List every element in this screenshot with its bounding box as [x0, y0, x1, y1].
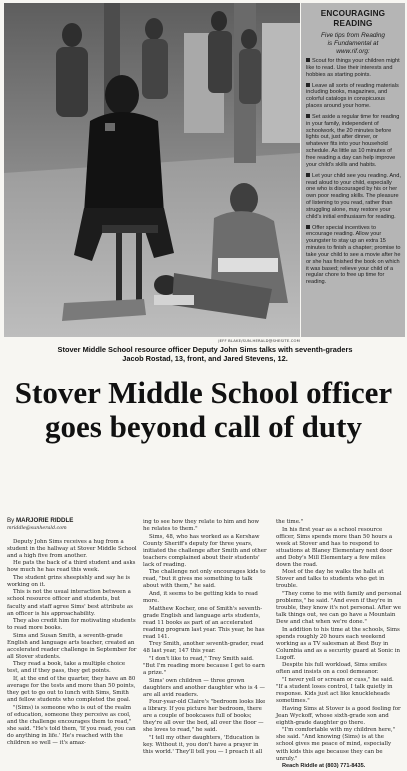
sidebar-tip-text: Leave all sorts of reading materials including books, magazines, and colorful catalogs in conspicuous places around your home.: [306, 82, 399, 110]
article-paragraph: "I never yell or scream or cuss," he said. "If a student loses control, I talk quietly in response. Kids just act like knuckleheads sometimes.": [276, 677, 394, 705]
article-paragraph: Having Sims at Stover is a good feeling for Jean Wyckoff, whose sixth-grade son and eighth-grade daughter go there.: [276, 705, 401, 726]
article-headline: [0, 376, 407, 443]
article-paragraph: Sims and Susan Smith, a seventh-grade English and language arts teacher, created an accelerated reader challenge in September for all Stover students.: [7, 632, 137, 660]
bullet-square-icon: [306, 114, 310, 118]
photo-illustration: [4, 3, 300, 337]
sidebar-title: [301, 9, 405, 30]
article-paragraph: Despite his full workload, Sims smiles often and insists on a cool demeanor.: [276, 662, 387, 676]
article-paragraph: The student grins sheepishly and say he is working on it.: [7, 574, 131, 588]
article-paragraph: Deputy John Sims receives a hug from a student in the hallway at Stover Middle School and a high five from another.: [7, 538, 137, 559]
article-paragraph: Most of the day he walks the halls at Stover and talks to students who get in trouble.: [276, 569, 385, 590]
article-paragraph: Trey Smith, another seventh-grader, read 48 last year, 147 this year.: [143, 641, 264, 655]
article-paragraph: They read a book, take a multiple choice test, and if they pass, they get points.: [7, 661, 126, 675]
photo-credit: JEFF BLAKE/SUN-HERALD@SHESITE.COM: [218, 339, 300, 343]
photo-caption-line2: Jacob Rostad, 13, front, and Jared Stevens, 12.: [122, 354, 288, 364]
byline-name: MARJORIE RIDDLE: [15, 517, 74, 524]
reading-tips-sidebar: [301, 3, 405, 337]
article-paragraph: "They come to me with family and personal problems," he said. "And even if they're in trouble, they know it's not personal. After we talk things out, we can go have a Mountain Dew and chat when we're done.": [276, 590, 402, 626]
sidebar-tip-text: Set aside a regular time for reading in your family, independent of schoolwork, the 20 minutes before lights out, just after dinner, or whatever fits into your household schedule. As little as 10 minutes of free reading a day can help improve your child's skills and habits.: [306, 113, 400, 168]
bullet-square-icon: [306, 225, 310, 229]
byline-email: mriddle@sunherald.com: [7, 525, 67, 531]
sidebar-subtitle: [301, 32, 405, 55]
sidebar-title-line1: ENCOURAGING: [320, 9, 386, 18]
sidebar-tip-text: Let your child see you reading. And, read aloud to your child, especially one who is discouraged by his or her own poor reading skills. The pleasure of listening to you read, rather than struggling alone, may restore your child's initial enthusiasm for reading.: [306, 172, 401, 220]
article-paragraph: He pats the back of a third student and asks how much he has read this week.: [7, 560, 136, 574]
sidebar-tip-text: Offer special incentives to encourage reading. Allow your youngster to stay up an extra 15 minutes to finish a chapter; promise to take your child to see a movie after he or she has finished the book on which it was based; relieve your child of a regular chore to free up time for reading.: [306, 224, 401, 286]
sidebar-tip-text: Scout for things your children might like to read. Use their interests and hobbies as starting points.: [306, 58, 400, 78]
article-paragraph: If, at the end of the quarter, they have an 80 average for the tests and more than 50 points, they get to go out to lunch with Sims, Smith and fellow students who completed the goal.: [7, 675, 136, 704]
byline-prefix: By: [7, 517, 15, 524]
sidebar-tip: [306, 83, 401, 110]
article-paragraph: ing to see how they relate to him and how he relates to them.": [143, 519, 260, 533]
article-column-2: [143, 519, 267, 757]
photo-caption: [4, 345, 406, 364]
headline-line2: goes beyond call of duty: [45, 408, 362, 444]
bullet-square-icon: [306, 58, 310, 62]
reporter-contact: Reach Riddle at (803) 771-8435.: [282, 763, 366, 770]
news-photo: [4, 3, 300, 337]
bullet-square-icon: [306, 173, 310, 177]
article-column-3: [276, 519, 402, 771]
article-paragraph: The challenge not only encourages kids to read, "but it gives me something to talk about with them," he said.: [143, 569, 266, 590]
article-paragraph: They also credit him for motivating students to read more books.: [7, 618, 136, 632]
article-paragraph: "I tell my other daughters, 'Education is key. Without it, you don't have a prayer in this world.' They'll tell you — I preach it all: [143, 734, 263, 755]
article-paragraph: Sims, 48, who has worked as a Kershaw County Sheriff's deputy for three years, initiated the challenge after Smith and other teachers complained about their students' lack of reading.: [143, 533, 267, 568]
article-paragraph: the time.": [276, 519, 304, 525]
bullet-square-icon: [306, 83, 310, 87]
sidebar-tip: [306, 225, 401, 287]
article-paragraph: "(Sims) is someone who is out of the realm of education, someone they perceive as cool, and the challenge encourages them to read," she said. "He's told them, 'If you read, you can do anything in life.' He's reached with the children so well — it's amaz-: [7, 704, 136, 746]
sidebar-subtitle-line1: Five tips from Reading: [321, 32, 385, 39]
article-paragraph: In his first year as a school resource officer, Sims spends more than 50 hours a week at Stover and has to respond to situations at Blaney Elementary next door and Doby's Mill Elementary a few miles down the road.: [276, 526, 393, 568]
article-paragraph: Four-year-old Claire's "bedroom looks like a library. If you picture her bedroom, there are a couple of bookcases full of books; they're all over the bed, all over the floor — she loves to read," he said.: [143, 699, 266, 734]
sidebar-tip-list: [306, 58, 401, 290]
sidebar-tip: [306, 58, 401, 79]
article-paragraph: Matthew Kocher, one of Smith's seventh-grade English and language arts students, read 11 books as part of an accelerated reading program last year. This year, he has read 141.: [143, 605, 265, 640]
article-paragraph: And, it seems to be getting kids to read more.: [143, 590, 258, 605]
article-paragraph: "I don't like to read," Trey Smith said. "But I'm reading more because I get to earn a prize.": [143, 655, 265, 676]
article-paragraph: In addition to his time at the schools, Sims spends roughly 20 hours each weekend working as a TV salesman at Best Buy in Columbia and as a security guard at Sonic in Lugoff.: [276, 626, 401, 661]
article-paragraph: This is not the usual interaction between a school resource officer and students, but faculty and staff agree Sims' best attribute as an officer is his approachability.: [7, 589, 133, 617]
headline-line1: Stover Middle School officer: [14, 375, 393, 410]
sidebar-subtitle-line2: is Fundamental at: [327, 39, 379, 47]
sidebar-subtitle-line3: www.rif.org:: [336, 47, 370, 55]
photo-caption-line1: Stover Middle School resource officer Deputy John Sims talks with seventh-graders: [57, 345, 353, 354]
sidebar-tip: [306, 173, 401, 221]
article-column-1: [7, 517, 138, 747]
sidebar-title-line2: READING: [333, 19, 373, 29]
article-paragraph: Sims' own children — three grown daughters and another daughter who is 4 — are all avid readers.: [143, 677, 265, 698]
sidebar-tip: [306, 114, 401, 169]
article-paragraph: "I'm comfortable with my children here," she said. "And knowing (Sims) is at the school gives me peace of mind, especially with kids this age because they can be unruly.": [276, 727, 396, 762]
byline: [7, 517, 138, 524]
